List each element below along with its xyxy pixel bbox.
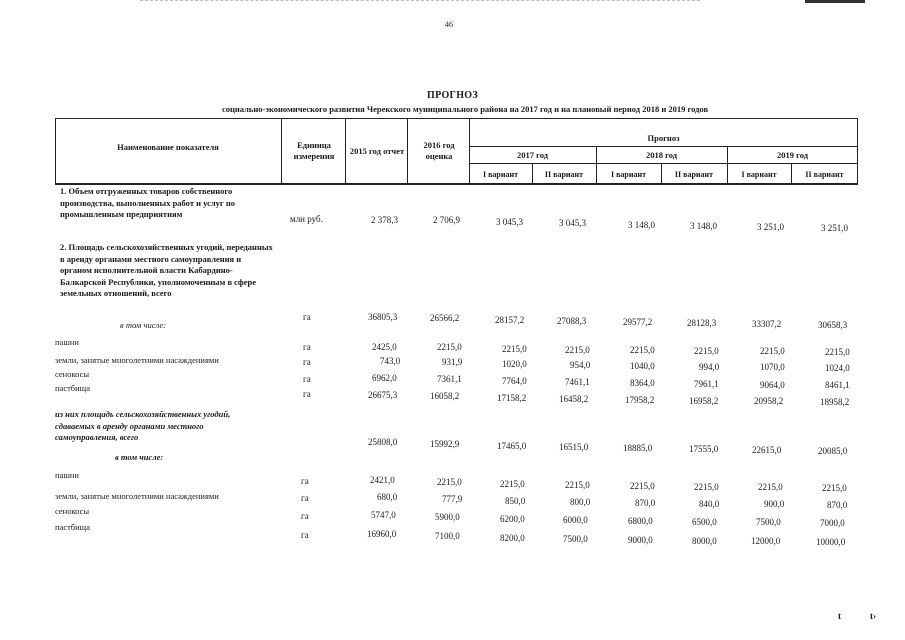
cell-value: 7961,1 [694, 379, 719, 389]
cell-value: 2215,0 [500, 479, 525, 489]
row-unit: га [301, 530, 309, 540]
row-label: пастбища [55, 383, 91, 393]
cell-value: 25808,0 [368, 437, 398, 447]
cell-value: 2215,0 [437, 477, 462, 487]
row-unit: га [303, 312, 311, 322]
row-label: сенокосы [55, 506, 90, 516]
cell-value: 6200,0 [500, 514, 525, 524]
cell-value: 17958,2 [625, 395, 655, 405]
cell-value: 3 045,3 [496, 217, 523, 227]
cell-value: 2 706,9 [433, 215, 460, 225]
table-header [55, 118, 858, 184]
header-divider [407, 118, 408, 184]
row-label: земли, занятые многолетними насаждениями [55, 491, 219, 501]
cell-value: 6962,0 [372, 373, 397, 383]
header-divider [281, 118, 282, 184]
cell-value: 5900,0 [435, 512, 460, 522]
cell-value: 16515,0 [559, 442, 589, 452]
corner-mark: t [838, 611, 841, 621]
cell-value: 3 045,3 [559, 218, 586, 228]
header-2017: 2017 год [516, 149, 549, 160]
cell-value: 2215,0 [502, 344, 527, 354]
cell-value: 16960,0 [367, 529, 397, 539]
cell-value: 7000,0 [820, 518, 845, 528]
row-unit: га [303, 389, 311, 399]
cell-value: 10000,0 [816, 537, 846, 547]
cell-value: 7361,1 [437, 374, 462, 384]
cell-value: 2 378,3 [371, 215, 398, 225]
cell-value: 2215,0 [565, 345, 590, 355]
cell-value: 8200,0 [500, 533, 525, 543]
cell-value: 680,0 [377, 492, 398, 502]
row-label: из них площадь сельскохозяйственных угодий, сдаваемых в аренду органами местного самоуправления, всего [55, 409, 231, 442]
document-title: ПРОГНОЗ [427, 90, 478, 101]
cell-value: 2215,0 [630, 481, 655, 491]
row-label: 2. Площадь сельскохозяйственных угодий, переданных в аренду органами местного самоуправления и органом исполнительной власти Кабардино-Балкарской Республики, уполномоченным в сфере земельных отношений, всего [60, 242, 273, 298]
cell-value: 17158,2 [497, 393, 527, 403]
cell-value: 1070,0 [760, 362, 785, 372]
cell-value: 2215,0 [825, 347, 850, 357]
cell-value: 9000,0 [628, 535, 653, 545]
cell-value: 20085,0 [818, 446, 848, 456]
cell-value: 7764,0 [502, 376, 527, 386]
header-2018-v1: I вариант [610, 169, 647, 179]
cell-value: 29577,2 [623, 317, 653, 327]
cell-value: 18958,2 [820, 397, 850, 407]
cell-value: 850,0 [505, 496, 526, 506]
header-divider [55, 184, 858, 185]
header-2016: 2016 год оценка [423, 140, 455, 161]
row-label: 1. Объем отгруженных товаров собственного производства, выполненных работ и услуг по промышленным предприятиям [60, 186, 236, 219]
cell-value: 17555,0 [689, 444, 719, 454]
cell-value: 931,9 [442, 357, 463, 367]
cell-value: 22615,0 [752, 445, 782, 455]
cell-value: 743,0 [380, 356, 401, 366]
header-forecast: Прогноз [647, 132, 680, 143]
row-unit: га [303, 342, 311, 352]
cell-value: 26675,3 [368, 390, 398, 400]
cell-value: 36805,3 [368, 312, 398, 322]
row-unit: га [303, 374, 311, 384]
cell-value: 7500,0 [756, 517, 781, 527]
header-2018-v2: II вариант [674, 169, 714, 179]
cell-value: 1040,0 [630, 361, 655, 371]
header-2019-v1: I вариант [741, 169, 777, 179]
row-label: пастбища [55, 522, 91, 532]
row-unit: млн руб. [290, 214, 323, 224]
cell-value: 16058,2 [430, 391, 460, 401]
cell-value: 800,0 [570, 497, 591, 507]
row-label: в том числе: [115, 452, 164, 462]
cell-value: 2215,0 [694, 482, 719, 492]
cell-value: 7461,1 [565, 377, 590, 387]
cell-value: 15992,9 [430, 439, 460, 449]
header-indicator: Наименование показателя [117, 141, 219, 152]
cell-value: 33307,2 [752, 319, 782, 329]
cell-value: 7500,0 [563, 534, 588, 544]
header-2017-v1: I вариант [482, 169, 519, 179]
cell-value: 777,9 [442, 494, 463, 504]
cell-value: 3 251,0 [821, 223, 848, 233]
cell-value: 17465,0 [497, 441, 527, 451]
cell-value: 28157,2 [495, 315, 525, 325]
row-label: пашни [55, 470, 79, 480]
cell-value: 2215,0 [630, 345, 655, 355]
cell-value: 2215,0 [565, 480, 590, 490]
header-unit: Единица измерения [293, 140, 335, 161]
cell-value: 2215,0 [694, 346, 719, 356]
cell-value: 27088,3 [557, 316, 587, 326]
cell-value: 16958,2 [689, 396, 719, 406]
cell-value: 12000,0 [751, 536, 781, 546]
cell-value: 26566,2 [430, 313, 460, 323]
cell-value: 954,0 [570, 360, 591, 370]
cell-value: 900,0 [764, 499, 785, 509]
cell-value: 2215,0 [760, 346, 785, 356]
cell-value: 7100,0 [435, 531, 460, 541]
cell-value: 6000,0 [563, 515, 588, 525]
cell-value: 6800,0 [628, 516, 653, 526]
cell-value: 3 148,0 [690, 221, 717, 231]
cell-value: 8461,1 [825, 380, 850, 390]
header-2017-v2: II вариант [544, 169, 584, 179]
row-unit: га [301, 511, 309, 521]
cell-value: 1024,0 [825, 363, 850, 373]
cell-value: 8000,0 [692, 536, 717, 546]
cell-value: 2215,0 [758, 482, 783, 492]
cell-value: 20958,2 [754, 396, 784, 406]
cell-value: 8364,0 [630, 378, 655, 388]
cell-value: 6500,0 [692, 517, 717, 527]
header-2015: 2015 год отчет [349, 145, 405, 156]
row-unit: га [303, 357, 311, 367]
top-dashed-line [140, 0, 700, 1]
row-unit: га [301, 476, 309, 486]
cell-value: 3 251,0 [757, 222, 784, 232]
cell-value: 2215,0 [822, 483, 847, 493]
row-label: земли, занятые многолетними насаждениями [55, 355, 219, 365]
cell-value: 870,0 [635, 498, 656, 508]
cell-value: 2421,0 [370, 475, 395, 485]
cell-value: 9064,0 [760, 380, 785, 390]
cell-value: 2425,0 [372, 342, 397, 352]
cell-value: 28128,3 [687, 318, 717, 328]
header-2019: 2019 год [776, 149, 809, 160]
cell-value: 1020,0 [502, 359, 527, 369]
row-unit: га [301, 493, 309, 503]
row-label: в том числе: [120, 320, 167, 330]
row-label: пашни [55, 337, 79, 347]
cell-value: 994,0 [699, 362, 720, 372]
cell-value: 16458,2 [559, 394, 589, 404]
page-number: 46 [445, 20, 453, 29]
top-corner-mark [805, 0, 865, 3]
cell-value: 5747,0 [371, 510, 396, 520]
corner-mark: t› [870, 611, 876, 621]
header-2018: 2018 год [645, 149, 678, 160]
header-2019-v2: II вариант [805, 169, 844, 179]
cell-value: 840,0 [699, 499, 720, 509]
document-subtitle: социально-экономического развития Черекского муниципального района на 2017 год и на плановый период 2018 и 2019 годов [221, 104, 709, 114]
header-divider [345, 118, 346, 184]
cell-value: 18885,0 [623, 443, 653, 453]
row-label: сенокосы [55, 369, 90, 379]
cell-value: 870,0 [827, 500, 848, 510]
cell-value: 2215,0 [437, 342, 462, 352]
cell-value: 3 148,0 [628, 220, 655, 230]
cell-value: 30658,3 [818, 320, 848, 330]
